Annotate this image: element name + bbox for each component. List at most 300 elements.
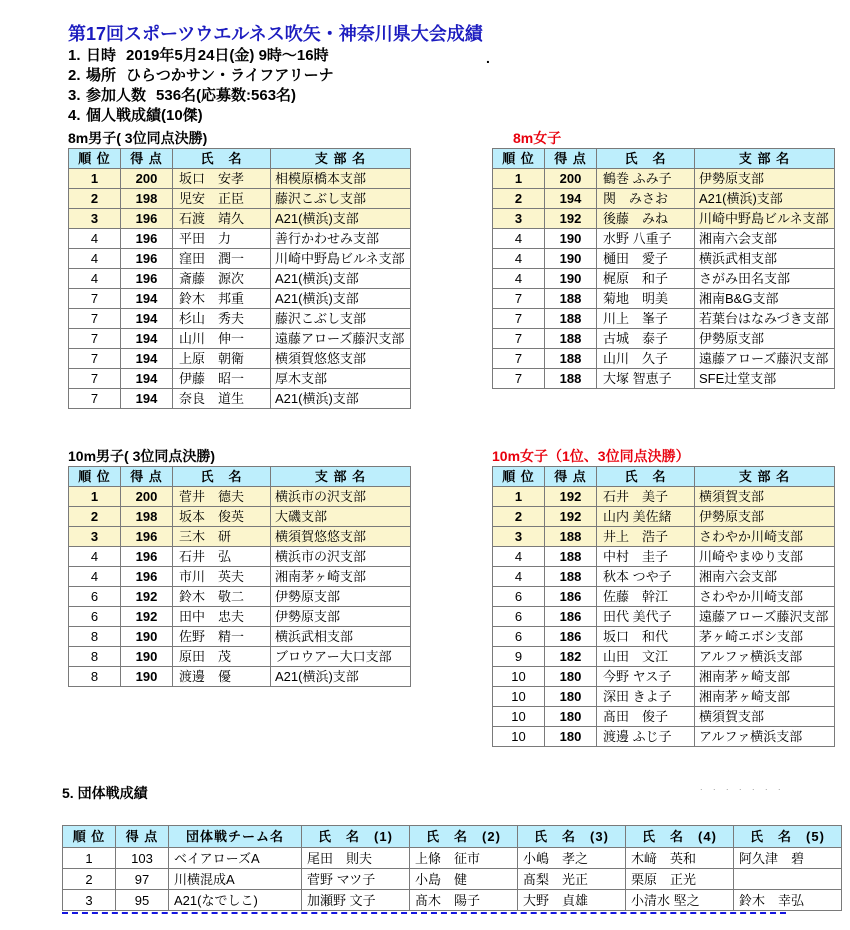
cell-rank: 10 bbox=[493, 667, 545, 687]
cell-branch: 伊勢原支部 bbox=[695, 329, 835, 349]
cell-branch: 横浜武相支部 bbox=[271, 627, 411, 647]
team-results-heading: 5. 団体戦成績 bbox=[62, 785, 148, 801]
table-row bbox=[493, 567, 835, 587]
cell-name: 斎藤 源次 bbox=[173, 269, 271, 289]
meta-number: 1. bbox=[68, 47, 81, 64]
table-row bbox=[493, 627, 835, 647]
cell-name: 樋田 愛子 bbox=[597, 249, 695, 269]
cell-score: 192 bbox=[121, 607, 173, 627]
cell-name: 坂本 俊英 bbox=[173, 507, 271, 527]
table-row bbox=[493, 229, 835, 249]
cell-score: 188 bbox=[545, 547, 597, 567]
cell-score: 192 bbox=[545, 487, 597, 507]
cell-rank: 3 bbox=[493, 209, 545, 229]
table-row bbox=[493, 547, 835, 567]
cell-score: 194 bbox=[121, 349, 173, 369]
caption-8m-women: 8m女子 bbox=[513, 130, 562, 146]
cell-branch: 横須賀悠悠支部 bbox=[271, 527, 411, 547]
cell-score: 188 bbox=[545, 369, 597, 389]
cell-member-3: 大野 貞雄 bbox=[518, 890, 626, 911]
cell-rank: 1 bbox=[63, 848, 116, 869]
cell-name: 佐野 精一 bbox=[173, 627, 271, 647]
cell-name: 田代 美代子 bbox=[597, 607, 695, 627]
meta-line-individual-results bbox=[68, 106, 334, 126]
table-10m-women bbox=[492, 466, 835, 747]
cell-rank: 4 bbox=[493, 249, 545, 269]
cell-name: 石渡 靖久 bbox=[173, 209, 271, 229]
meta-value: 2019年5月24日(金) 9時～16時 bbox=[126, 47, 329, 64]
cell-branch: 遠藤アローズ藤沢支部 bbox=[695, 349, 835, 369]
cell-team-name: A21(なでしこ) bbox=[169, 890, 302, 911]
table-header-row bbox=[493, 149, 835, 169]
cell-name: 水野 八重子 bbox=[597, 229, 695, 249]
cell-branch: ブロウアー大口支部 bbox=[271, 647, 411, 667]
cell-member-1: 尾田 則夫 bbox=[302, 848, 410, 869]
cell-score: 180 bbox=[545, 727, 597, 747]
table-header-row bbox=[69, 149, 411, 169]
cell-branch: さわやか川崎支部 bbox=[695, 587, 835, 607]
cell-score: 194 bbox=[545, 189, 597, 209]
col-header-rank: 順 位 bbox=[69, 149, 121, 169]
cell-branch: 横須賀支部 bbox=[695, 707, 835, 727]
cell-name: 石井 弘 bbox=[173, 547, 271, 567]
cell-rank: 7 bbox=[493, 309, 545, 329]
cell-score: 103 bbox=[116, 848, 169, 869]
cell-rank: 1 bbox=[69, 169, 121, 189]
col-header-member-4: 氏 名 (4) bbox=[626, 826, 734, 848]
cell-name: 田中 忠夫 bbox=[173, 607, 271, 627]
table-row bbox=[493, 209, 835, 229]
cell-score: 95 bbox=[116, 890, 169, 911]
cell-branch: 湘南六会支部 bbox=[695, 229, 835, 249]
table-body-10m-men bbox=[69, 487, 411, 687]
table-row bbox=[69, 369, 411, 389]
table-row bbox=[69, 249, 411, 269]
cell-rank: 7 bbox=[69, 349, 121, 369]
cell-branch: 遠藤アローズ藤沢支部 bbox=[695, 607, 835, 627]
cell-branch: A21(横浜)支部 bbox=[695, 189, 835, 209]
cell-rank: 7 bbox=[493, 329, 545, 349]
cell-rank: 8 bbox=[69, 647, 121, 667]
cell-rank: 4 bbox=[493, 229, 545, 249]
cell-rank: 10 bbox=[493, 727, 545, 747]
table-8m-men bbox=[68, 148, 411, 409]
cell-member-5 bbox=[734, 869, 842, 890]
table-row bbox=[493, 249, 835, 269]
cell-member-5: 鈴木 幸弘 bbox=[734, 890, 842, 911]
cell-name: 伊藤 昭一 bbox=[173, 369, 271, 389]
table-row bbox=[493, 269, 835, 289]
col-header-rank: 順 位 bbox=[63, 826, 116, 848]
table-row bbox=[69, 209, 411, 229]
cell-name: 川上 峯子 bbox=[597, 309, 695, 329]
cell-branch: 湘南茅ヶ崎支部 bbox=[695, 687, 835, 707]
table-row bbox=[69, 269, 411, 289]
cell-score: 182 bbox=[545, 647, 597, 667]
col-header-name: 氏 名 bbox=[597, 149, 695, 169]
cell-branch: さわやか川崎支部 bbox=[695, 527, 835, 547]
col-header-score: 得 点 bbox=[121, 149, 173, 169]
cell-branch: 相模原橋本支部 bbox=[271, 169, 411, 189]
cell-rank: 8 bbox=[69, 627, 121, 647]
cell-name: 梶原 和子 bbox=[597, 269, 695, 289]
cell-rank: 7 bbox=[69, 289, 121, 309]
table-row bbox=[63, 890, 842, 911]
cell-branch: 川崎中野島ビルネ支部 bbox=[695, 209, 835, 229]
cell-rank: 2 bbox=[493, 189, 545, 209]
meta-label: 日時 bbox=[86, 47, 117, 64]
table-row bbox=[493, 369, 835, 389]
cell-rank: 1 bbox=[69, 487, 121, 507]
cell-name: 平田 力 bbox=[173, 229, 271, 249]
cell-name: 上原 朝衛 bbox=[173, 349, 271, 369]
cell-score: 186 bbox=[545, 587, 597, 607]
bottom-divider bbox=[62, 912, 786, 914]
cell-name: 関 みさお bbox=[597, 189, 695, 209]
cell-branch: 遠藤アローズ藤沢支部 bbox=[271, 329, 411, 349]
table-row bbox=[493, 727, 835, 747]
cell-rank: 4 bbox=[493, 547, 545, 567]
cell-name: 渡邊 ふじ子 bbox=[597, 727, 695, 747]
cell-branch: 大磯支部 bbox=[271, 507, 411, 527]
table-row bbox=[493, 587, 835, 607]
caption-8m-men: 8m男子( 3位同点決勝) bbox=[68, 130, 208, 146]
cell-rank: 7 bbox=[493, 369, 545, 389]
cell-rank: 10 bbox=[493, 707, 545, 727]
meta-number: 3. bbox=[68, 87, 81, 104]
cell-branch: 横須賀悠悠支部 bbox=[271, 349, 411, 369]
cell-branch: 横浜市の沢支部 bbox=[271, 487, 411, 507]
cell-branch: 湘南茅ヶ崎支部 bbox=[695, 667, 835, 687]
cell-name: 山田 文江 bbox=[597, 647, 695, 667]
cell-rank: 7 bbox=[493, 349, 545, 369]
cell-name: 菊地 明美 bbox=[597, 289, 695, 309]
cell-branch: 湘南六会支部 bbox=[695, 567, 835, 587]
cell-rank: 4 bbox=[493, 269, 545, 289]
cell-rank: 3 bbox=[63, 890, 116, 911]
cell-score: 196 bbox=[121, 527, 173, 547]
cell-rank: 2 bbox=[63, 869, 116, 890]
cell-score: 180 bbox=[545, 687, 597, 707]
cell-name: 坂口 和代 bbox=[597, 627, 695, 647]
cell-name: 鶴巻 ふみ子 bbox=[597, 169, 695, 189]
table-header-row bbox=[63, 826, 842, 848]
cell-name: 秋本 つや子 bbox=[597, 567, 695, 587]
table-row bbox=[493, 487, 835, 507]
table-body-8m-women bbox=[493, 169, 835, 389]
cell-name: 古城 泰子 bbox=[597, 329, 695, 349]
col-header-team-name: 団体戦チーム名 bbox=[169, 826, 302, 848]
meta-line-datetime bbox=[68, 46, 334, 66]
col-header-member-2: 氏 名 (2) bbox=[410, 826, 518, 848]
col-header-name: 氏 名 bbox=[597, 467, 695, 487]
table-row bbox=[69, 229, 411, 249]
cell-rank: 7 bbox=[69, 329, 121, 349]
meta-value: ひらつかサン・ライフアリーナ bbox=[126, 67, 334, 84]
table-row bbox=[493, 507, 835, 527]
cell-score: 190 bbox=[121, 627, 173, 647]
decorative-dots: . . . . . . . bbox=[700, 782, 785, 792]
table-row bbox=[69, 647, 411, 667]
table-row bbox=[69, 349, 411, 369]
col-header-score: 得 点 bbox=[116, 826, 169, 848]
cell-name: 原田 茂 bbox=[173, 647, 271, 667]
cell-member-3: 髙梨 光正 bbox=[518, 869, 626, 890]
col-header-rank: 順 位 bbox=[493, 149, 545, 169]
table-row bbox=[69, 189, 411, 209]
cell-rank: 9 bbox=[493, 647, 545, 667]
table-team-results bbox=[62, 825, 842, 911]
cell-score: 188 bbox=[545, 289, 597, 309]
cell-rank: 7 bbox=[69, 389, 121, 409]
cell-score: 200 bbox=[121, 169, 173, 189]
cell-branch: 横浜市の沢支部 bbox=[271, 547, 411, 567]
cell-rank: 6 bbox=[493, 587, 545, 607]
cell-score: 186 bbox=[545, 607, 597, 627]
cell-score: 200 bbox=[545, 169, 597, 189]
cell-branch: A21(横浜)支部 bbox=[271, 269, 411, 289]
cell-score: 194 bbox=[121, 389, 173, 409]
cell-name: 鈴木 邦重 bbox=[173, 289, 271, 309]
cell-score: 180 bbox=[545, 667, 597, 687]
cell-score: 190 bbox=[545, 269, 597, 289]
cell-name: 山内 美佐緒 bbox=[597, 507, 695, 527]
cell-score: 192 bbox=[545, 209, 597, 229]
meta-label: 参加人数 bbox=[86, 87, 147, 104]
table-row bbox=[63, 848, 842, 869]
cell-name: 菅井 德夫 bbox=[173, 487, 271, 507]
col-header-rank: 順 位 bbox=[493, 467, 545, 487]
cell-branch: 善行かわせみ支部 bbox=[271, 229, 411, 249]
cell-name: 大塚 智恵子 bbox=[597, 369, 695, 389]
cell-branch: 若葉台はなみづき支部 bbox=[695, 309, 835, 329]
cell-branch: A21(横浜)支部 bbox=[271, 209, 411, 229]
cell-rank: 4 bbox=[69, 547, 121, 567]
cell-name: 佐藤 幹江 bbox=[597, 587, 695, 607]
cell-score: 196 bbox=[121, 209, 173, 229]
cell-branch: 川崎やまゆり支部 bbox=[695, 547, 835, 567]
cell-score: 190 bbox=[545, 229, 597, 249]
table-row bbox=[69, 329, 411, 349]
table-row bbox=[493, 349, 835, 369]
cell-score: 190 bbox=[121, 667, 173, 687]
cell-score: 192 bbox=[121, 587, 173, 607]
cell-rank: 7 bbox=[69, 309, 121, 329]
cell-branch: 湘南B&G支部 bbox=[695, 289, 835, 309]
cell-score: 188 bbox=[545, 527, 597, 547]
cell-name: 今野 ヤス子 bbox=[597, 667, 695, 687]
cell-name: 山川 伸一 bbox=[173, 329, 271, 349]
cell-branch: アルファ横浜支部 bbox=[695, 647, 835, 667]
cell-score: 180 bbox=[545, 707, 597, 727]
cell-branch: 伊勢原支部 bbox=[695, 507, 835, 527]
table-row bbox=[69, 487, 411, 507]
cell-score: 190 bbox=[121, 647, 173, 667]
cell-branch: SFE辻堂支部 bbox=[695, 369, 835, 389]
cell-name: 後藤 みね bbox=[597, 209, 695, 229]
col-header-score: 得 点 bbox=[545, 467, 597, 487]
cell-branch: 藤沢こぶし支部 bbox=[271, 309, 411, 329]
table-row bbox=[493, 289, 835, 309]
cell-name: 児安 正臣 bbox=[173, 189, 271, 209]
col-header-score: 得 点 bbox=[545, 149, 597, 169]
cell-rank: 3 bbox=[69, 527, 121, 547]
cell-member-2: 髙木 陽子 bbox=[410, 890, 518, 911]
table-8m-women bbox=[492, 148, 835, 389]
cell-branch: 川崎中野島ビルネ支部 bbox=[271, 249, 411, 269]
cell-rank: 1 bbox=[493, 487, 545, 507]
col-header-member-5: 氏 名 (5) bbox=[734, 826, 842, 848]
cell-score: 194 bbox=[121, 309, 173, 329]
cell-score: 196 bbox=[121, 567, 173, 587]
cell-score: 196 bbox=[121, 269, 173, 289]
cell-rank: 4 bbox=[493, 567, 545, 587]
table-row bbox=[493, 309, 835, 329]
cell-score: 194 bbox=[121, 329, 173, 349]
cell-rank: 8 bbox=[69, 667, 121, 687]
cell-score: 190 bbox=[545, 249, 597, 269]
table-row bbox=[493, 647, 835, 667]
cell-score: 188 bbox=[545, 309, 597, 329]
col-header-name: 氏 名 bbox=[173, 149, 271, 169]
cell-member-4: 小清水 堅之 bbox=[626, 890, 734, 911]
cell-rank: 2 bbox=[493, 507, 545, 527]
col-header-branch: 支 部 名 bbox=[695, 149, 835, 169]
col-header-name: 氏 名 bbox=[173, 467, 271, 487]
cell-score: 188 bbox=[545, 567, 597, 587]
cell-rank: 6 bbox=[69, 587, 121, 607]
cell-name: 坂口 安孝 bbox=[173, 169, 271, 189]
table-row bbox=[493, 329, 835, 349]
cell-member-4: 栗原 正光 bbox=[626, 869, 734, 890]
meta-label: 個人戦成績(10傑) bbox=[86, 107, 203, 124]
cell-branch: A21(横浜)支部 bbox=[271, 667, 411, 687]
cell-branch: 横須賀支部 bbox=[695, 487, 835, 507]
cell-name: 髙田 俊子 bbox=[597, 707, 695, 727]
table-row bbox=[69, 289, 411, 309]
cell-name: 石井 美子 bbox=[597, 487, 695, 507]
cell-branch: 伊勢原支部 bbox=[271, 587, 411, 607]
table-row bbox=[69, 567, 411, 587]
cell-rank: 10 bbox=[493, 687, 545, 707]
table-row bbox=[69, 527, 411, 547]
table-row bbox=[69, 507, 411, 527]
table-row bbox=[69, 547, 411, 567]
table-row bbox=[493, 687, 835, 707]
cell-rank: 4 bbox=[69, 249, 121, 269]
cell-rank: 6 bbox=[493, 607, 545, 627]
meta-label: 場所 bbox=[86, 67, 117, 84]
table-row bbox=[69, 627, 411, 647]
cell-score: 194 bbox=[121, 289, 173, 309]
cell-name: 深田 きよ子 bbox=[597, 687, 695, 707]
cell-branch: アルファ横浜支部 bbox=[695, 727, 835, 747]
cell-rank: 3 bbox=[69, 209, 121, 229]
meta-number: 2. bbox=[68, 67, 81, 84]
cell-score: 188 bbox=[545, 349, 597, 369]
cell-branch: 厚木支部 bbox=[271, 369, 411, 389]
col-header-rank: 順 位 bbox=[69, 467, 121, 487]
cell-name: 窪田 潤一 bbox=[173, 249, 271, 269]
cell-branch: 伊勢原支部 bbox=[695, 169, 835, 189]
caption-10m-women: 10m女子（1位、3位同点決勝） bbox=[492, 448, 690, 464]
meta-number: 4. bbox=[68, 107, 81, 124]
stray-dot-mark: . bbox=[486, 50, 490, 66]
table-row bbox=[69, 587, 411, 607]
cell-name: 三木 研 bbox=[173, 527, 271, 547]
cell-rank: 2 bbox=[69, 189, 121, 209]
col-header-branch: 支 部 名 bbox=[695, 467, 835, 487]
table-row bbox=[69, 667, 411, 687]
meta-line-participants bbox=[68, 86, 334, 106]
cell-rank: 6 bbox=[69, 607, 121, 627]
cell-name: 杉山 秀夫 bbox=[173, 309, 271, 329]
table-row bbox=[69, 169, 411, 189]
cell-branch: 横浜武相支部 bbox=[695, 249, 835, 269]
table-10m-men bbox=[68, 466, 411, 687]
table-row bbox=[63, 869, 842, 890]
cell-score: 198 bbox=[121, 507, 173, 527]
event-meta-list bbox=[68, 46, 334, 126]
cell-score: 196 bbox=[121, 547, 173, 567]
cell-score: 200 bbox=[121, 487, 173, 507]
cell-member-2: 小島 健 bbox=[410, 869, 518, 890]
cell-rank: 7 bbox=[69, 369, 121, 389]
table-header-row bbox=[69, 467, 411, 487]
cell-branch: 伊勢原支部 bbox=[271, 607, 411, 627]
table-body-team-results bbox=[63, 848, 842, 911]
cell-score: 198 bbox=[121, 189, 173, 209]
table-row bbox=[69, 607, 411, 627]
cell-score: 97 bbox=[116, 869, 169, 890]
page-title: 第17回スポーツウエルネス吹矢・神奈川県大会成績 bbox=[68, 24, 483, 44]
table-body-8m-men bbox=[69, 169, 411, 409]
cell-branch: さがみ田名支部 bbox=[695, 269, 835, 289]
table-row bbox=[493, 169, 835, 189]
cell-score: 186 bbox=[545, 627, 597, 647]
cell-name: 市川 英夫 bbox=[173, 567, 271, 587]
col-header-branch: 支 部 名 bbox=[271, 467, 411, 487]
cell-score: 192 bbox=[545, 507, 597, 527]
col-header-branch: 支 部 名 bbox=[271, 149, 411, 169]
cell-score: 194 bbox=[121, 369, 173, 389]
col-header-member-3: 氏 名 (3) bbox=[518, 826, 626, 848]
table-body-10m-women bbox=[493, 487, 835, 747]
cell-name: 渡邊 優 bbox=[173, 667, 271, 687]
cell-name: 山川 久子 bbox=[597, 349, 695, 369]
cell-name: 鈴木 敬二 bbox=[173, 587, 271, 607]
cell-name: 井上 浩子 bbox=[597, 527, 695, 547]
table-row bbox=[493, 707, 835, 727]
meta-value: 536名(応募数:563名) bbox=[156, 87, 297, 104]
cell-rank: 7 bbox=[493, 289, 545, 309]
cell-team-name: ベイアローズA bbox=[169, 848, 302, 869]
col-header-member-1: 氏 名 (1) bbox=[302, 826, 410, 848]
table-row bbox=[69, 389, 411, 409]
table-row bbox=[69, 309, 411, 329]
cell-member-4: 木﨑 英和 bbox=[626, 848, 734, 869]
cell-member-5: 阿久津 碧 bbox=[734, 848, 842, 869]
table-header-row bbox=[493, 467, 835, 487]
cell-branch: 茅ヶ崎エボシ支部 bbox=[695, 627, 835, 647]
cell-rank: 6 bbox=[493, 627, 545, 647]
cell-member-2: 上條 征市 bbox=[410, 848, 518, 869]
cell-branch: A21(横浜)支部 bbox=[271, 289, 411, 309]
cell-rank: 3 bbox=[493, 527, 545, 547]
cell-member-1: 菅野 マツ子 bbox=[302, 869, 410, 890]
cell-rank: 1 bbox=[493, 169, 545, 189]
cell-branch: A21(横浜)支部 bbox=[271, 389, 411, 409]
